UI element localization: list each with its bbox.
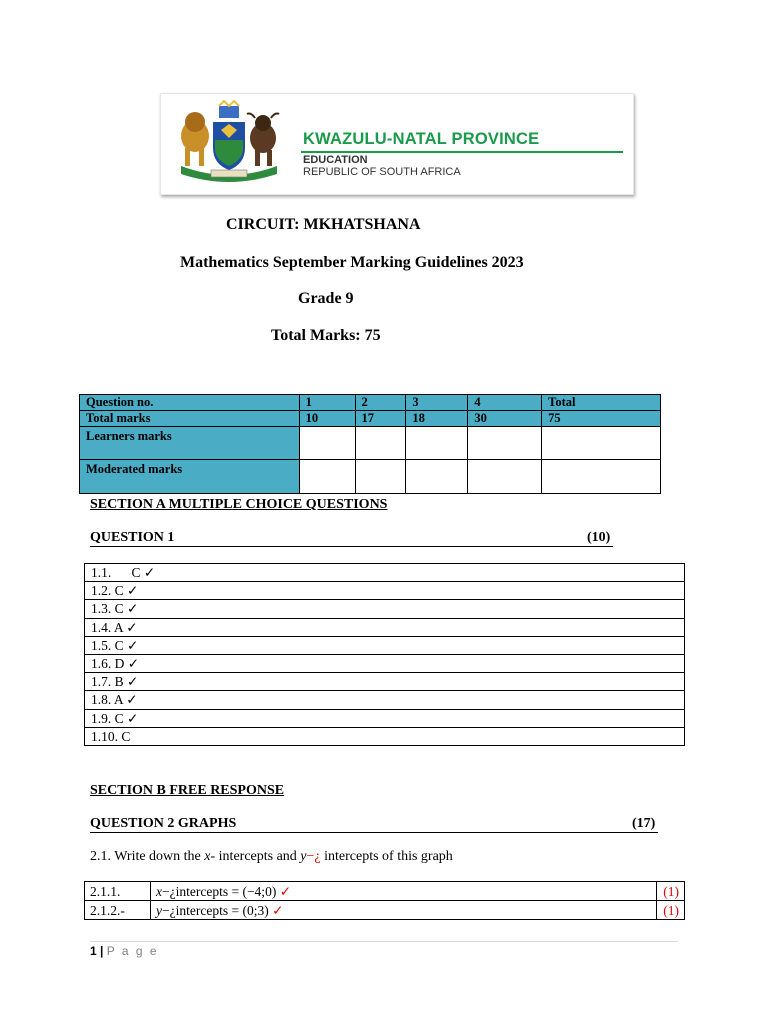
row-label: Moderated marks bbox=[80, 460, 300, 494]
page-label: P a g e bbox=[106, 944, 159, 958]
question-2-answers-table bbox=[84, 881, 685, 920]
page-footer: 1 | P a g e bbox=[90, 944, 159, 958]
answer-cell: 1.9. C ✓ bbox=[85, 709, 685, 727]
question-1-answers-table bbox=[84, 563, 685, 746]
table-row bbox=[85, 727, 685, 745]
table-cell bbox=[406, 460, 468, 494]
question-number: 2.1.2.- bbox=[85, 901, 151, 920]
department-name: EDUCATION bbox=[303, 154, 368, 166]
answer-cell: 1.1. C ✓ bbox=[85, 564, 685, 582]
question-2-marks: (17) bbox=[632, 816, 656, 831]
question-2-heading: QUESTION 2 GRAPHS bbox=[90, 816, 237, 831]
tick-icon: ✓ bbox=[127, 583, 139, 599]
table-row bbox=[85, 709, 685, 727]
question-1-heading: QUESTION 1 bbox=[90, 530, 175, 545]
footer-divider bbox=[90, 941, 678, 942]
column-header: Total bbox=[542, 395, 661, 411]
country-name: REPUBLIC OF SOUTH AFRICA bbox=[303, 166, 461, 178]
table-row bbox=[80, 460, 661, 494]
answer-cell: 1.3. C ✓ bbox=[85, 600, 685, 618]
table-cell bbox=[406, 427, 468, 460]
divider bbox=[301, 151, 623, 153]
province-name: KWAZULU-NATAL PROVINCE bbox=[303, 130, 540, 148]
mark-cell: (1) bbox=[657, 901, 685, 920]
circuit-heading: CIRCUIT: MKHATSHANA bbox=[226, 216, 421, 233]
column-header: Question no. bbox=[80, 395, 300, 411]
answer-cell: 1.5. C ✓ bbox=[85, 636, 685, 654]
row-label: Learners marks bbox=[80, 427, 300, 460]
tick-icon: ✓ bbox=[127, 637, 139, 653]
table-row bbox=[85, 564, 685, 582]
grade-heading: Grade 9 bbox=[298, 290, 354, 307]
column-header: 1 bbox=[299, 395, 355, 411]
table-row bbox=[85, 901, 685, 920]
table-cell bbox=[355, 427, 406, 460]
table-cell bbox=[468, 427, 542, 460]
tick-icon: ✓ bbox=[143, 565, 156, 581]
table-cell: 17 bbox=[355, 411, 406, 427]
section-a-heading: SECTION A MULTIPLE CHOICE QUESTIONS bbox=[90, 497, 388, 512]
tick-icon: ✓ bbox=[127, 601, 139, 617]
tick-icon: ✓ bbox=[126, 692, 138, 708]
document-title: Mathematics September Marking Guidelines 2023 bbox=[180, 254, 524, 271]
table-row bbox=[85, 691, 685, 709]
question-2-1-instruction: 2.1. Write down the x- intercepts and y−¿ intercepts of this graph bbox=[90, 849, 453, 864]
tick-icon: ✓ bbox=[279, 883, 291, 899]
table-cell: 75 bbox=[542, 411, 661, 427]
column-header: 4 bbox=[468, 395, 542, 411]
table-cell bbox=[542, 427, 661, 460]
tick-icon: ✓ bbox=[127, 710, 139, 726]
table-row bbox=[85, 654, 685, 672]
tick-icon: ✓ bbox=[127, 674, 139, 690]
answer-cell: 1.6. D ✓ bbox=[85, 654, 685, 672]
column-header: 3 bbox=[406, 395, 468, 411]
table-row bbox=[85, 882, 685, 901]
answer-cell: 1.7. B ✓ bbox=[85, 673, 685, 691]
marks-summary-table bbox=[79, 394, 661, 494]
table-cell: 10 bbox=[299, 411, 355, 427]
page-number: 1 bbox=[90, 944, 97, 958]
table-row bbox=[80, 427, 661, 460]
table-cell bbox=[468, 460, 542, 494]
table-cell bbox=[299, 427, 355, 460]
answer-cell: 1.4. A ✓ bbox=[85, 618, 685, 636]
section-b-heading: SECTION B FREE RESPONSE bbox=[90, 783, 285, 798]
table-row bbox=[80, 411, 661, 427]
answer-cell: x−¿intercepts = (−4;0) ✓ bbox=[151, 882, 657, 901]
question-1-marks: (10) bbox=[587, 530, 611, 545]
answer-cell: 1.10. C bbox=[85, 727, 685, 745]
tick-icon: ✓ bbox=[127, 656, 140, 672]
answer-cell: 1.8. A ✓ bbox=[85, 691, 685, 709]
answer-cell: 1.2. C ✓ bbox=[85, 582, 685, 600]
question-underline bbox=[90, 832, 658, 833]
question-number: 2.1.1. bbox=[85, 882, 151, 901]
tick-icon: ✓ bbox=[272, 902, 284, 918]
total-marks-heading: Total Marks: 75 bbox=[271, 327, 381, 344]
table-cell bbox=[299, 460, 355, 494]
table-cell bbox=[542, 460, 661, 494]
table-row bbox=[85, 636, 685, 654]
question-underline bbox=[90, 546, 613, 547]
table-header-row bbox=[80, 395, 661, 411]
table-cell: 18 bbox=[406, 411, 468, 427]
table-row bbox=[85, 582, 685, 600]
tick-icon: ✓ bbox=[126, 619, 138, 635]
table-cell bbox=[355, 460, 406, 494]
answer-cell: y−¿intercepts = (0;3) ✓ bbox=[151, 901, 657, 920]
coat-of-arms-icon bbox=[171, 100, 287, 186]
table-row bbox=[85, 600, 685, 618]
table-row bbox=[85, 618, 685, 636]
row-label: Total marks bbox=[80, 411, 300, 427]
table-row bbox=[85, 673, 685, 691]
mark-cell: (1) bbox=[657, 882, 685, 901]
table-cell: 30 bbox=[468, 411, 542, 427]
column-header: 2 bbox=[355, 395, 406, 411]
logo-banner bbox=[160, 93, 634, 195]
